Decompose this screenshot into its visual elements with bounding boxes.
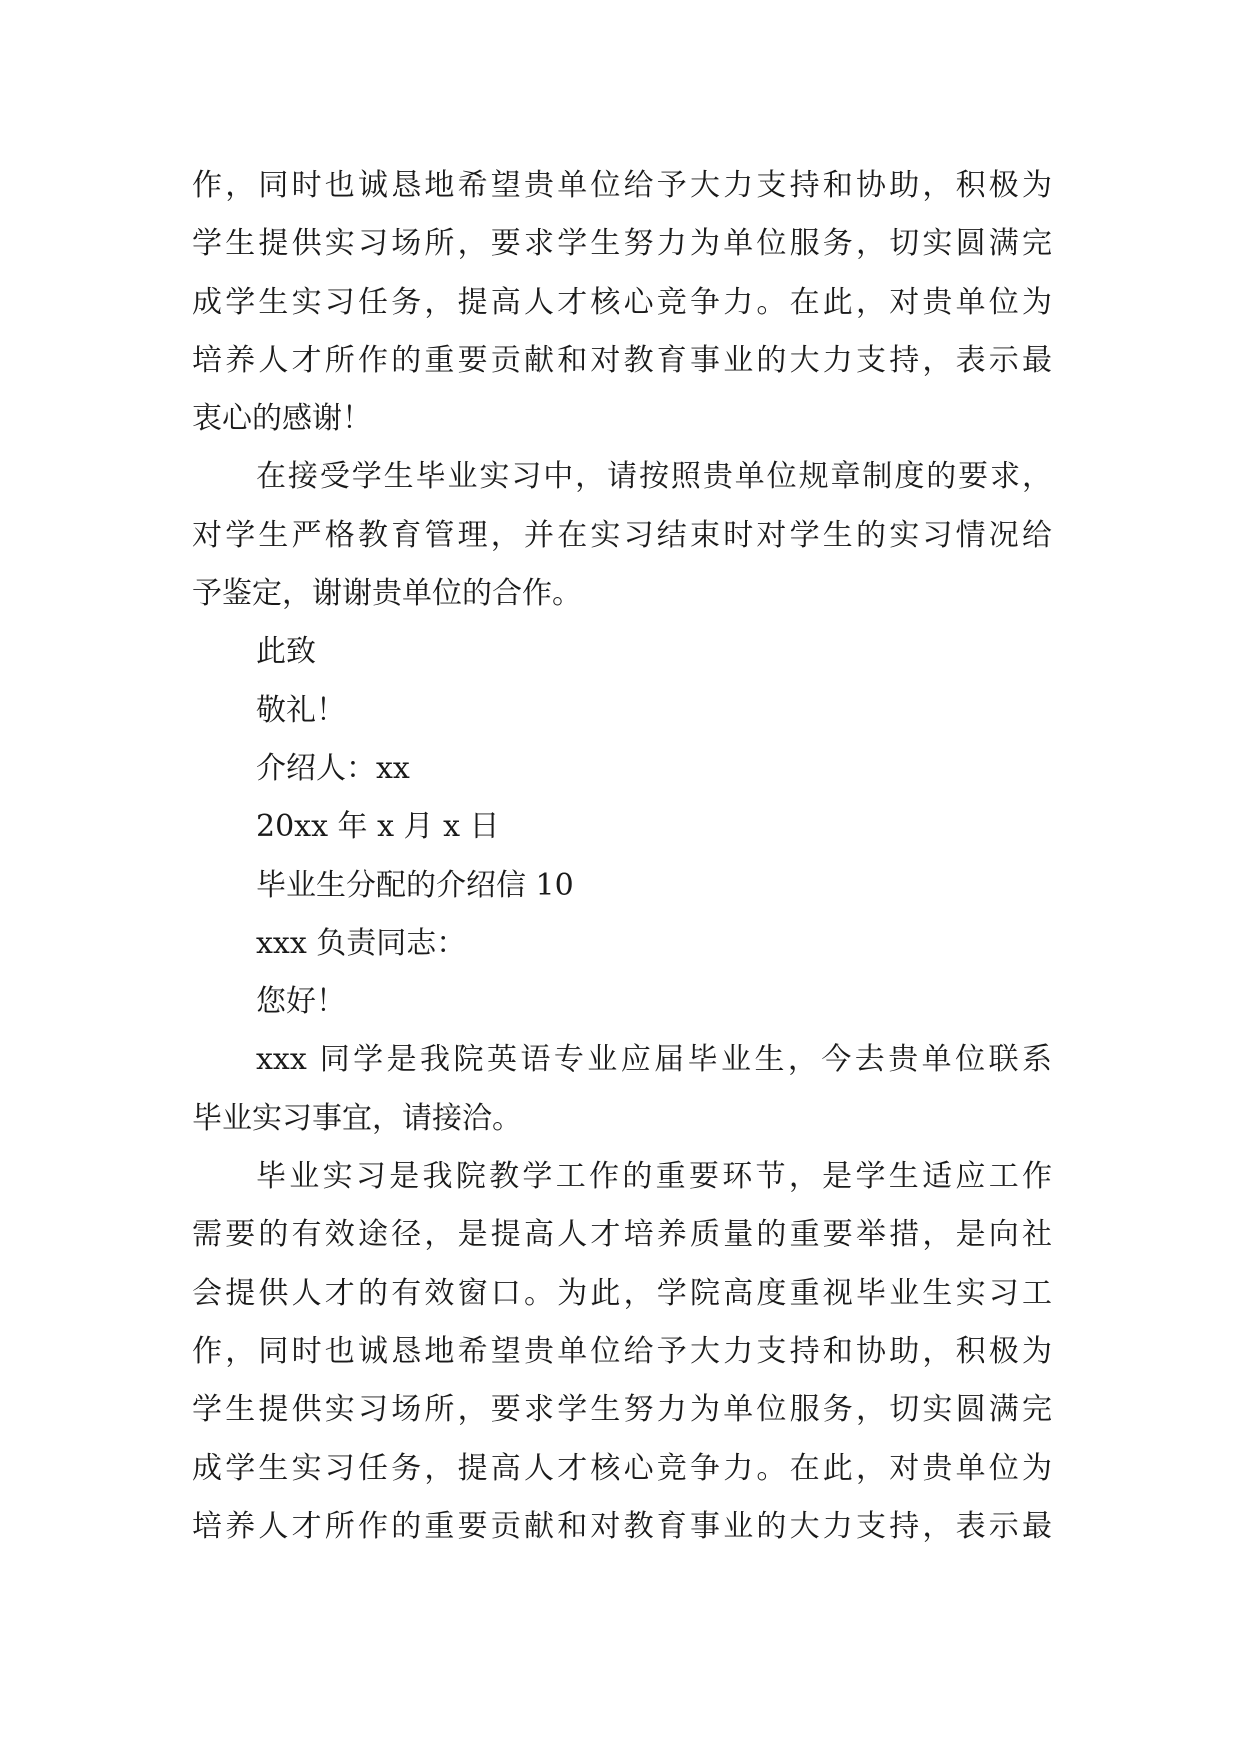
text-line: 对学生严格教育管理，并在实习结束时对学生的实习情况给 bbox=[192, 517, 1052, 553]
date-line: 20xx 年 x 月 x 日 bbox=[256, 809, 500, 845]
text-line: 学生提供实习场所，要求学生努力为单位服务，切实圆满完 bbox=[192, 1392, 1052, 1428]
text-line: xxx 同学是我院英语专业应届毕业生，今去贵单位联系 bbox=[256, 1042, 1052, 1078]
greeting-line: 您好！ bbox=[256, 984, 346, 1020]
text-line: 作，同时也诚恳地希望贵单位给予大力支持和协助，积极为 bbox=[192, 168, 1052, 203]
section-title: 毕业生分配的介绍信 10 bbox=[256, 867, 574, 903]
text-line: 毕业实习是我院教学工作的重要环节，是学生适应工作 bbox=[256, 1159, 1052, 1195]
text-line: 会提供人才的有效窗口。为此，学院高度重视毕业生实习工 bbox=[192, 1275, 1052, 1311]
text-line: 予鉴定，谢谢贵单位的合作。 bbox=[192, 576, 582, 612]
text-line: 毕业实习事宜，请接洽。 bbox=[192, 1100, 522, 1136]
salutation-closing: 此致 bbox=[256, 634, 316, 670]
text-line: 衷心的感谢！ bbox=[192, 401, 372, 437]
salutation-regards: 敬礼！ bbox=[256, 692, 346, 728]
document-page bbox=[192, 157, 1052, 1556]
text-line: 培养人才所作的重要贡献和对教育事业的大力支持，表示最 bbox=[192, 342, 1052, 378]
text-line: 成学生实习任务，提高人才核心竞争力。在此，对贵单位为 bbox=[192, 284, 1052, 320]
addressee-line: xxx 负责同志： bbox=[256, 925, 467, 961]
text-line: 在接受学生毕业实习中，请按照贵单位规章制度的要求， bbox=[256, 459, 1052, 495]
text-line: 作，同时也诚恳地希望贵单位给予大力支持和协助，积极为 bbox=[192, 1333, 1052, 1369]
introducer-line: 介绍人：xx bbox=[256, 750, 410, 786]
text-line: 学生提供实习场所，要求学生努力为单位服务，切实圆满完 bbox=[192, 226, 1052, 262]
text-line: 培养人才所作的重要贡献和对教育事业的大力支持，表示最 bbox=[192, 1508, 1052, 1544]
text-line: 成学生实习任务，提高人才核心竞争力。在此，对贵单位为 bbox=[192, 1450, 1052, 1486]
text-line: 需要的有效途径，是提高人才培养质量的重要举措，是向社 bbox=[192, 1217, 1052, 1253]
